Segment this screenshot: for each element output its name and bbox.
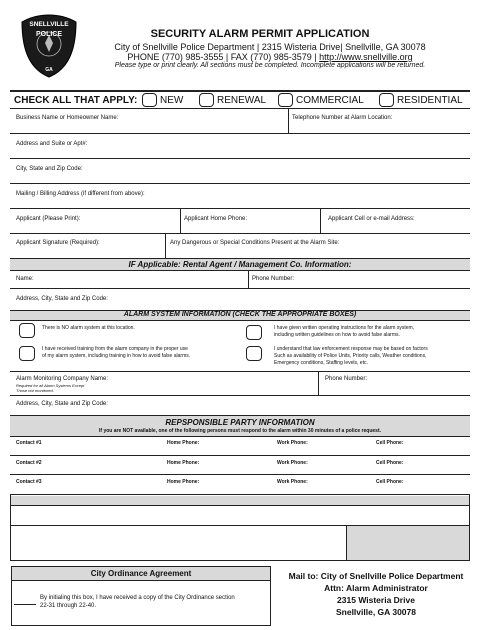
rental-name-field[interactable]: Name: <box>16 276 34 282</box>
rental-heading: IF Applicable: Rental Agent / Management Co. Information: <box>128 260 352 269</box>
monitoring-note-1: Required for all Alarm Systems Except <box>16 383 85 388</box>
alarm-system-heading: ALARM SYSTEM INFORMATION (CHECK THE APPROPRIATE BOXES) <box>123 311 357 318</box>
contact-2-cell-phone[interactable]: Cell Phone: <box>376 460 404 466</box>
understand-text-2: Such as availability of Police Units, Priority calls, Weather conditions, <box>274 353 427 359</box>
seal-top-text: SNELLVILLE <box>29 21 69 28</box>
no-alarm-checkbox[interactable] <box>19 323 35 338</box>
ordinance-text-1: By initialing this box, I have received a copy of the City Ordinance section <box>40 595 235 601</box>
residential-checkbox[interactable] <box>379 93 394 107</box>
training-text-2: of my alarm system, including training in how to avoid false alarms. <box>42 353 191 359</box>
written-text-2: including written guidelines on how to avoid false alarms. <box>274 332 400 338</box>
understand-text-1: I understand that law enforcement response may be based on factors <box>274 346 428 352</box>
applicant-name-field[interactable]: Applicant (Please Print): <box>16 216 81 222</box>
contact-3-cell-phone[interactable]: Cell Phone: <box>376 479 404 485</box>
city-state-zip-field[interactable]: City, State and Zip Code: <box>16 166 83 172</box>
understand-checkbox[interactable] <box>246 346 262 361</box>
written-text-1: I have given written operating instructions for the alarm system, <box>274 325 415 331</box>
monitoring-address-field[interactable]: Address, City, State and Zip Code: <box>16 401 108 407</box>
dangerous-conditions-field[interactable]: Any Dangerous or Special Conditions Present at the Alarm Site: <box>170 240 340 246</box>
department-line: City of Snellville Police Department | 2315 Wisteria Drive| Snellville, GA 30078 <box>114 42 426 52</box>
mail-to-line-2: Attn: Alarm Administrator <box>324 583 428 593</box>
contact-3-work-phone[interactable]: Work Phone: <box>277 479 308 485</box>
rental-phone-field[interactable]: Phone Number: <box>252 276 295 282</box>
phone-fax-text: PHONE (770) 985-3555 | FAX (770) 985-3579 | <box>127 52 320 62</box>
mail-to-line-3: 2315 Wisteria Drive <box>337 595 415 605</box>
instructions-text: Please type or print clearly. All sections must be completed. Incomplete applications will be returned. <box>114 62 426 69</box>
responsible-subheading: If you are NOT available, one of the following persons must respond to the alarm within 30 minutes of a police request. <box>99 428 381 434</box>
new-checkbox[interactable] <box>142 93 157 107</box>
contact-3-label: Contact #3 <box>16 479 42 485</box>
rental-address-field[interactable]: Address, City, State and Zip Code: <box>16 296 108 302</box>
residential-label: RESIDENTIAL <box>397 95 463 106</box>
mail-to-line-4: Snellville, GA 30078 <box>335 607 416 617</box>
training-text-1: I have received training from the alarm company in the proper use <box>42 346 188 352</box>
contact-1-label: Contact #1 <box>16 440 42 446</box>
contact-2-label: Contact #2 <box>16 460 42 466</box>
training-checkbox[interactable] <box>19 346 35 361</box>
monitoring-note-2: Those not monitored. <box>16 388 54 393</box>
ordinance-text-2: 22-31 through 22-40. <box>40 603 97 609</box>
understand-text-3: Emergency conditions, Staffing levels, etc. <box>274 360 368 366</box>
initials-line[interactable] <box>14 604 36 605</box>
check-all-label: CHECK ALL THAT APPLY: <box>14 95 138 106</box>
address-suite-field[interactable]: Address and Suite or Apt#: <box>16 141 88 147</box>
contact-2-home-phone[interactable]: Home Phone: <box>167 460 200 466</box>
applicant-signature-field[interactable]: Applicant Signature (Required): <box>16 240 100 246</box>
police-seal <box>20 14 78 78</box>
responsible-heading: REPSPONSIBLE PARTY INFORMATION <box>165 418 315 427</box>
commercial-checkbox[interactable] <box>278 93 293 107</box>
renewal-label: RENEWAL <box>217 95 267 106</box>
telephone-alarm-field[interactable]: Telephone Number at Alarm Location: <box>292 115 393 121</box>
contact-2-work-phone[interactable]: Work Phone: <box>277 460 308 466</box>
new-label: NEW <box>160 95 184 106</box>
no-alarm-text: There is NO alarm system at this location. <box>42 325 135 331</box>
renewal-checkbox[interactable] <box>199 93 214 107</box>
applicant-cell-field[interactable]: Applicant Cell or e-mail Address: <box>328 216 415 222</box>
contact-1-home-phone[interactable]: Home Phone: <box>167 440 200 446</box>
applicant-home-phone-field[interactable]: Applicant Home Phone: <box>184 216 248 222</box>
monitoring-company-field[interactable]: Alarm Monitoring Company Name: <box>16 376 109 382</box>
contact-1-cell-phone[interactable]: Cell Phone: <box>376 440 404 446</box>
mailing-address-field[interactable]: Mailing / Billing Address (if different from above): <box>16 191 145 197</box>
phone-line <box>80 52 460 62</box>
monitoring-phone-field[interactable]: Phone Number: <box>325 376 368 382</box>
form-title: SECURITY ALARM PERMIT APPLICATION <box>150 28 370 40</box>
seal-bottom-text: GA <box>45 67 53 73</box>
ordinance-heading: City Ordinance Agreement <box>90 569 192 578</box>
seal-middle-text: POLICE <box>35 31 63 38</box>
contact-3-home-phone[interactable]: Home Phone: <box>167 479 200 485</box>
office-use-bar <box>10 496 470 505</box>
office-use-box <box>346 526 470 560</box>
business-name-field[interactable]: Business Name or Homeowner Name: <box>16 115 119 121</box>
contact-1-work-phone[interactable]: Work Phone: <box>277 440 308 446</box>
commercial-label: COMMERCIAL <box>296 95 364 106</box>
mail-to-line-1: Mail to: City of Snellville Police Department <box>288 571 464 581</box>
website-link[interactable]: http://www.snellville.org <box>319 52 413 62</box>
written-instructions-checkbox[interactable] <box>246 325 262 340</box>
